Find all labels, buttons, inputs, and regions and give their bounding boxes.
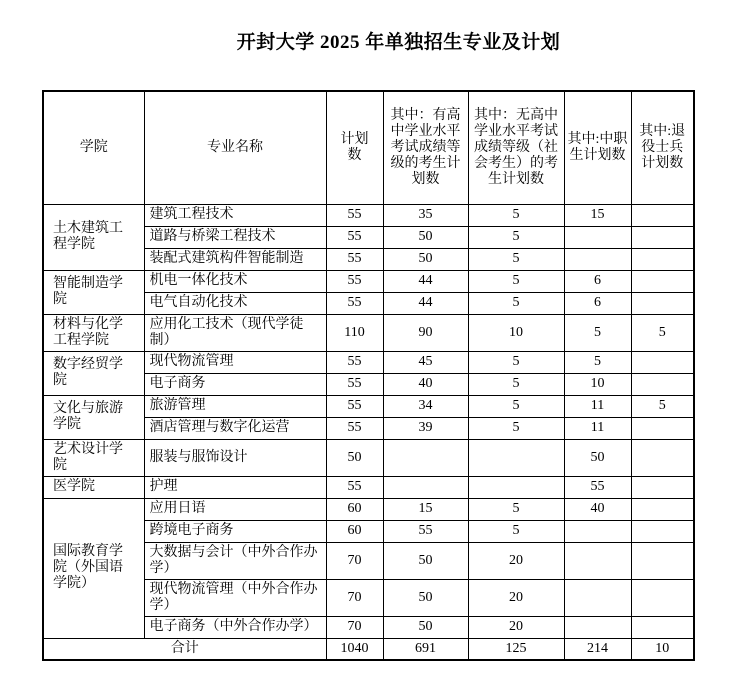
- header-with-hs-grades-label: 其中：有高中学业水平考试成绩等级的考生计划数: [390, 107, 461, 187]
- plan-value-cell: 70: [326, 616, 383, 638]
- header-major-name: [144, 91, 326, 204]
- veteran-value-cell: [631, 616, 694, 638]
- veteran-value-cell: [631, 417, 694, 439]
- without-hs-value-cell: 10: [468, 314, 564, 351]
- table-row: [43, 351, 694, 373]
- veteran-value-cell: 5: [631, 314, 694, 351]
- major-name-cell: 道路与桥梁工程技术: [144, 226, 326, 248]
- header-veteran-students-label: 其中:退役士兵计划数: [639, 123, 686, 171]
- plan-value-cell: 55: [326, 476, 383, 498]
- total-with-hs-cell: 691: [383, 638, 468, 660]
- plan-value-cell: 55: [326, 226, 383, 248]
- table-row: [43, 498, 694, 520]
- with-hs-value-cell: 55: [383, 520, 468, 542]
- major-name-cell: 服装与服饰设计: [144, 439, 326, 476]
- veteran-value-cell: [631, 439, 694, 476]
- without-hs-value-cell: [468, 439, 564, 476]
- plan-value-cell: 70: [326, 579, 383, 616]
- header-college-label: 学院: [79, 139, 108, 155]
- veteran-value-cell: [631, 579, 694, 616]
- major-name-cell: 应用化工技术（现代学徒制）: [144, 314, 326, 351]
- plan-value-cell: 55: [326, 292, 383, 314]
- veteran-value-cell: [631, 520, 694, 542]
- with-hs-value-cell: 50: [383, 542, 468, 579]
- table-row: [43, 314, 694, 351]
- table-row: [43, 270, 694, 292]
- total-plan-cell: 1040: [326, 638, 383, 660]
- with-hs-value-cell: 44: [383, 292, 468, 314]
- veteran-value-cell: [631, 292, 694, 314]
- total-vocational-cell: 214: [564, 638, 631, 660]
- enrollment-plan-table: [42, 90, 695, 661]
- vocational-value-cell: 5: [564, 314, 631, 351]
- with-hs-value-cell: 35: [383, 204, 468, 226]
- with-hs-value-cell: 40: [383, 373, 468, 395]
- major-name-cell: 电子商务（中外合作办学）: [144, 616, 326, 638]
- veteran-value-cell: [631, 542, 694, 579]
- without-hs-value-cell: 5: [468, 520, 564, 542]
- with-hs-value-cell: 50: [383, 226, 468, 248]
- without-hs-value-cell: 5: [468, 351, 564, 373]
- college-cell: 国际教育学院（外国语学院）: [43, 498, 144, 638]
- vocational-value-cell: [564, 542, 631, 579]
- header-college: [43, 91, 144, 204]
- plan-value-cell: 55: [326, 395, 383, 417]
- total-label-cell: 合计: [43, 638, 326, 660]
- vocational-value-cell: 10: [564, 373, 631, 395]
- header-vocational-students: [564, 91, 631, 204]
- without-hs-value-cell: [468, 476, 564, 498]
- table-row: [43, 395, 694, 417]
- header-plan-count: [326, 91, 383, 204]
- without-hs-value-cell: 5: [468, 498, 564, 520]
- veteran-value-cell: [631, 476, 694, 498]
- vocational-value-cell: 11: [564, 417, 631, 439]
- without-hs-value-cell: 5: [468, 373, 564, 395]
- without-hs-value-cell: 20: [468, 616, 564, 638]
- vocational-value-cell: 11: [564, 395, 631, 417]
- header-without-hs-grades: [468, 91, 564, 204]
- page-title: 开封大学 2025 年单独招生专业及计划: [236, 32, 561, 53]
- total-without-hs-cell: 125: [468, 638, 564, 660]
- plan-value-cell: 70: [326, 542, 383, 579]
- vocational-value-cell: [564, 616, 631, 638]
- plan-value-cell: 50: [326, 439, 383, 476]
- header-major-name-label: 专业名称: [207, 139, 263, 155]
- with-hs-value-cell: 90: [383, 314, 468, 351]
- plan-value-cell: 110: [326, 314, 383, 351]
- major-name-cell: 现代物流管理: [144, 351, 326, 373]
- major-name-cell: 建筑工程技术: [144, 204, 326, 226]
- without-hs-value-cell: 20: [468, 579, 564, 616]
- veteran-value-cell: [631, 373, 694, 395]
- major-name-cell: 装配式建筑构件智能制造: [144, 248, 326, 270]
- total-veteran-cell: 10: [631, 638, 694, 660]
- major-name-cell: 大数据与会计（中外合作办学）: [144, 542, 326, 579]
- major-name-cell: 电气自动化技术: [144, 292, 326, 314]
- without-hs-value-cell: 5: [468, 226, 564, 248]
- with-hs-value-cell: 50: [383, 248, 468, 270]
- major-name-cell: 旅游管理: [144, 395, 326, 417]
- without-hs-value-cell: 5: [468, 395, 564, 417]
- veteran-value-cell: [631, 498, 694, 520]
- major-name-cell: 电子商务: [144, 373, 326, 395]
- vocational-value-cell: [564, 520, 631, 542]
- header-with-hs-grades: [383, 91, 468, 204]
- veteran-value-cell: [631, 351, 694, 373]
- vocational-value-cell: 6: [564, 292, 631, 314]
- with-hs-value-cell: 50: [383, 579, 468, 616]
- veteran-value-cell: [631, 248, 694, 270]
- header-veteran-students: [631, 91, 694, 204]
- without-hs-value-cell: 5: [468, 248, 564, 270]
- veteran-value-cell: [631, 226, 694, 248]
- major-name-cell: 应用日语: [144, 498, 326, 520]
- major-name-cell: 现代物流管理（中外合作办学）: [144, 579, 326, 616]
- vocational-value-cell: [564, 226, 631, 248]
- college-cell: 智能制造学院: [43, 270, 144, 314]
- vocational-value-cell: 6: [564, 270, 631, 292]
- vocational-value-cell: 40: [564, 498, 631, 520]
- table-body: [43, 204, 694, 638]
- header-without-hs-grades-label: 其中：无高中学业水平考试成绩等级（社会考生）的考生计划数: [474, 107, 558, 187]
- college-cell: 艺术设计学院: [43, 439, 144, 476]
- college-cell: 材料与化学工程学院: [43, 314, 144, 351]
- without-hs-value-cell: 5: [468, 204, 564, 226]
- without-hs-value-cell: 5: [468, 292, 564, 314]
- without-hs-value-cell: 5: [468, 417, 564, 439]
- plan-value-cell: 55: [326, 248, 383, 270]
- total-row: [43, 638, 694, 660]
- veteran-value-cell: [631, 204, 694, 226]
- with-hs-value-cell: 39: [383, 417, 468, 439]
- plan-value-cell: 60: [326, 498, 383, 520]
- without-hs-value-cell: 5: [468, 270, 564, 292]
- plan-value-cell: 60: [326, 520, 383, 542]
- vocational-value-cell: [564, 579, 631, 616]
- college-cell: 数字经贸学院: [43, 351, 144, 395]
- plan-value-cell: 55: [326, 417, 383, 439]
- plan-value-cell: 55: [326, 270, 383, 292]
- major-name-cell: 酒店管理与数字化运营: [144, 417, 326, 439]
- vocational-value-cell: 5: [564, 351, 631, 373]
- veteran-value-cell: 5: [631, 395, 694, 417]
- with-hs-value-cell: [383, 476, 468, 498]
- table-row: [43, 476, 694, 498]
- plan-value-cell: 55: [326, 351, 383, 373]
- vocational-value-cell: 15: [564, 204, 631, 226]
- college-cell: 土木建筑工程学院: [43, 204, 144, 270]
- college-cell: 文化与旅游学院: [43, 395, 144, 439]
- with-hs-value-cell: 50: [383, 616, 468, 638]
- table-header: [43, 91, 694, 204]
- vocational-value-cell: 50: [564, 439, 631, 476]
- plan-value-cell: 55: [326, 373, 383, 395]
- with-hs-value-cell: [383, 439, 468, 476]
- header-vocational-students-label: 其中:中职生计划数: [567, 131, 628, 163]
- vocational-value-cell: 55: [564, 476, 631, 498]
- major-name-cell: 护理: [144, 476, 326, 498]
- major-name-cell: 机电一体化技术: [144, 270, 326, 292]
- veteran-value-cell: [631, 270, 694, 292]
- without-hs-value-cell: 20: [468, 542, 564, 579]
- major-name-cell: 跨境电子商务: [144, 520, 326, 542]
- with-hs-value-cell: 44: [383, 270, 468, 292]
- with-hs-value-cell: 45: [383, 351, 468, 373]
- header-plan-count-label: 计划数: [340, 131, 369, 163]
- with-hs-value-cell: 34: [383, 395, 468, 417]
- table-footer: [43, 638, 694, 660]
- plan-value-cell: 55: [326, 204, 383, 226]
- college-cell: 医学院: [43, 476, 144, 498]
- table-row: [43, 204, 694, 226]
- table-row: [43, 439, 694, 476]
- with-hs-value-cell: 15: [383, 498, 468, 520]
- vocational-value-cell: [564, 248, 631, 270]
- header-row: [43, 91, 694, 204]
